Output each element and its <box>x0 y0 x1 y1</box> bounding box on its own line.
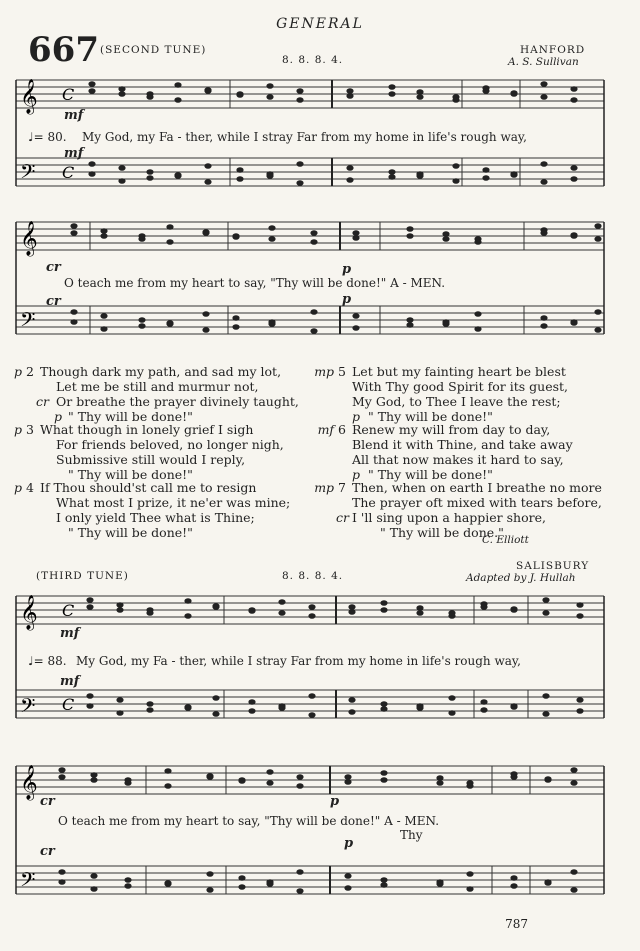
notehead <box>166 239 173 245</box>
verse-6-line-2: Blend it with Thine, and take away <box>352 437 573 452</box>
notehead <box>184 704 191 710</box>
verse-5-mark: mp <box>314 364 335 379</box>
notehead <box>204 163 211 169</box>
notehead <box>542 711 549 717</box>
notehead <box>308 613 315 619</box>
notehead <box>116 607 123 613</box>
notehead <box>344 779 351 785</box>
tune2-cr-bass: cr <box>46 294 61 309</box>
verse-5-line-4-mark: p <box>352 409 361 424</box>
notehead <box>88 161 95 167</box>
notehead <box>232 233 239 239</box>
notehead <box>540 315 547 321</box>
notehead <box>576 697 583 703</box>
notehead <box>268 321 275 327</box>
verse-3-line-1: What though in lonely grief I sigh <box>40 422 254 437</box>
tune2-tempo: ♩= 80. <box>28 130 67 144</box>
svg-text:C: C <box>62 601 75 620</box>
tune3-lyric-line2-alt: Thy <box>400 828 423 842</box>
notehead <box>346 88 353 94</box>
notehead <box>206 871 213 877</box>
verse-6-number: 6 <box>338 422 346 437</box>
notehead <box>346 93 353 99</box>
notehead <box>310 230 317 236</box>
notehead <box>124 883 131 889</box>
verse-7-line-3: I 'll sing upon a happier shore, <box>352 510 546 525</box>
notehead <box>570 767 577 773</box>
notehead <box>146 94 153 100</box>
notehead <box>266 173 273 179</box>
notehead <box>238 884 245 890</box>
notehead <box>448 613 455 619</box>
notehead <box>124 780 131 786</box>
notehead <box>482 175 489 181</box>
notehead <box>100 326 107 332</box>
tune2-name: HANFORD <box>520 44 586 56</box>
notehead <box>442 236 449 242</box>
notehead <box>308 604 315 610</box>
notehead <box>510 607 517 613</box>
notehead <box>482 167 489 173</box>
hymn-number: 667 <box>28 30 99 70</box>
notehead <box>388 91 395 97</box>
notehead <box>570 780 577 786</box>
notehead <box>466 871 473 877</box>
notehead <box>266 769 273 775</box>
tune2-cr-top: cr <box>46 260 61 275</box>
verse-7-line-1: Then, when on earth I breathe no more <box>352 480 602 495</box>
notehead <box>146 169 153 175</box>
svg-text:𝄢: 𝄢 <box>20 694 36 722</box>
notehead <box>116 697 123 703</box>
notehead <box>58 767 65 773</box>
notehead <box>436 780 443 786</box>
notehead <box>116 710 123 716</box>
notehead <box>90 777 97 783</box>
verse-2-line-3: Or breathe the prayer divinely taught, <box>56 394 299 409</box>
notehead <box>436 775 443 781</box>
notehead <box>86 604 93 610</box>
notehead <box>278 599 285 605</box>
notehead <box>70 230 77 236</box>
notehead <box>348 604 355 610</box>
notehead <box>174 172 181 178</box>
page-number: 787 <box>505 917 528 931</box>
verse-3-line-3: Submissive still would I reply, <box>56 452 246 467</box>
notehead <box>540 230 547 236</box>
verse-4-line-3: I only yield Thee what is Thine; <box>56 510 255 525</box>
verse-5-line-1: Let but my fainting heart be blest <box>352 364 566 379</box>
notehead <box>510 172 517 178</box>
verse-6-line-4: " Thy will be done!" <box>368 467 493 482</box>
notehead <box>88 88 95 94</box>
verse-5-line-2: With Thy good Spirit for its guest, <box>352 379 569 394</box>
svg-text:C: C <box>62 695 75 714</box>
notehead <box>166 320 173 326</box>
notehead <box>184 598 191 604</box>
verse-4-line-2: What most I prize, it ne'er was mine; <box>56 495 291 510</box>
notehead <box>380 770 387 776</box>
notehead <box>268 225 275 231</box>
tune3-label: (THIRD TUNE) <box>36 570 129 582</box>
notehead <box>542 610 549 616</box>
notehead <box>380 701 387 707</box>
notehead <box>100 233 107 239</box>
notehead <box>296 888 303 894</box>
notehead <box>118 165 125 171</box>
notehead <box>266 94 273 100</box>
notehead <box>510 875 517 881</box>
notehead <box>138 323 145 329</box>
notehead <box>540 323 547 329</box>
tune2-lyric-line2: O teach me from my heart to say, "Thy will be done!" A - MEN. <box>64 276 446 290</box>
notehead <box>90 772 97 778</box>
notehead <box>416 171 423 177</box>
notehead <box>480 699 487 705</box>
verse-6-line-3: All that now makes it hard to say, <box>352 452 564 467</box>
verse-7-number: 7 <box>338 480 346 495</box>
notehead <box>380 706 387 712</box>
notehead <box>510 883 517 889</box>
notehead <box>232 324 239 330</box>
notehead <box>296 97 303 103</box>
notehead <box>570 97 577 103</box>
notehead <box>352 230 359 236</box>
tune2-composer: A. S. Sullivan <box>508 56 579 68</box>
notehead <box>202 311 209 317</box>
notehead <box>278 705 285 711</box>
notehead <box>576 708 583 714</box>
verse-3-line-2: For friends beloved, no longer nigh, <box>56 437 284 452</box>
tune2-dyn-bass: mf <box>64 146 84 161</box>
notehead <box>452 163 459 169</box>
notehead <box>88 171 95 177</box>
notehead <box>570 165 577 171</box>
tune3-lyric-line1: My God, my Fa - ther, while I stray Far from my home in life's rough way, <box>76 654 521 668</box>
notehead <box>70 319 77 325</box>
notehead <box>380 777 387 783</box>
notehead <box>146 701 153 707</box>
notehead <box>442 319 449 325</box>
notehead <box>202 327 209 333</box>
notehead <box>248 699 255 705</box>
notehead <box>118 86 125 92</box>
svg-text:𝄞: 𝄞 <box>20 765 38 800</box>
notehead <box>296 161 303 167</box>
notehead <box>308 693 315 699</box>
svg-text:𝄞: 𝄞 <box>20 79 38 114</box>
notehead <box>388 84 395 90</box>
notehead <box>268 236 275 242</box>
notehead <box>570 233 577 239</box>
notehead <box>544 880 551 886</box>
notehead <box>510 91 517 97</box>
notehead <box>576 613 583 619</box>
notehead <box>436 879 443 885</box>
notehead <box>380 607 387 613</box>
notehead <box>570 176 577 182</box>
tune3-p-bass: p <box>344 836 354 851</box>
notehead <box>58 879 65 885</box>
svg-text:𝄞: 𝄞 <box>20 221 38 256</box>
notehead <box>416 94 423 100</box>
notehead <box>116 602 123 608</box>
notehead <box>348 697 355 703</box>
tune2-p-top: p <box>342 262 352 277</box>
notehead <box>266 881 273 887</box>
verse-6-mark: mf <box>317 422 335 437</box>
verse-4-number: 4 <box>26 480 34 495</box>
notehead <box>138 317 145 323</box>
tune3-meter: 8. 8. 8. 4. <box>282 570 344 582</box>
verse-2-line-4: " Thy will be done!" <box>68 409 193 424</box>
notehead <box>118 91 125 97</box>
notehead <box>448 695 455 701</box>
tune3-cr-top: cr <box>40 794 55 809</box>
notehead <box>296 88 303 94</box>
svg-text:𝄢: 𝄢 <box>20 308 36 336</box>
verse-3-mark: p <box>14 422 23 437</box>
verse-4-line-4: " Thy will be done!" <box>68 525 193 540</box>
notehead <box>90 873 97 879</box>
tune3-dyn-top: mf <box>60 626 80 641</box>
notehead <box>452 178 459 184</box>
notehead <box>388 169 395 175</box>
notehead <box>442 231 449 237</box>
notehead <box>202 230 209 236</box>
verse-6-line-1: Renew my will from day to day, <box>352 422 551 437</box>
tune3-cr-bass: cr <box>40 844 55 859</box>
svg-text:𝄢: 𝄢 <box>20 868 36 896</box>
notehead <box>576 602 583 608</box>
notehead <box>570 86 577 92</box>
notehead <box>466 783 473 789</box>
notehead <box>310 309 317 315</box>
tune3-lyric-line2: O teach me from my heart to say, "Thy will be done!" A - MEN. <box>58 814 440 828</box>
verse-4-mark: p <box>14 480 23 495</box>
verse-7-line-3-mark: cr <box>336 510 349 525</box>
verse-7-line-2: The prayer oft mixed with tears before, <box>352 495 602 510</box>
notehead <box>174 82 181 88</box>
notehead <box>344 774 351 780</box>
notehead <box>296 869 303 875</box>
notehead <box>90 886 97 892</box>
verse-6-line-4-mark: p <box>352 467 361 482</box>
notehead <box>88 81 95 87</box>
notehead <box>594 309 601 315</box>
notehead <box>164 768 171 774</box>
notehead <box>346 177 353 183</box>
section-title: GENERAL <box>276 16 364 32</box>
notehead <box>542 597 549 603</box>
notehead <box>138 236 145 242</box>
verse-7-mark: mp <box>314 480 335 495</box>
notehead <box>248 607 255 613</box>
notehead <box>540 179 547 185</box>
notehead <box>346 165 353 171</box>
notehead <box>474 326 481 332</box>
notehead <box>164 783 171 789</box>
notehead <box>212 711 219 717</box>
svg-text:C: C <box>62 163 75 182</box>
notehead <box>212 695 219 701</box>
notehead <box>452 97 459 103</box>
notehead <box>296 180 303 186</box>
verse-4-line-1: If Thou should'st call me to resign <box>40 480 257 495</box>
notehead <box>544 777 551 783</box>
verse-2-mark: p <box>14 364 23 379</box>
notehead <box>352 313 359 319</box>
notehead <box>406 233 413 239</box>
tune2-meter: 8. 8. 8. 4. <box>282 54 344 66</box>
notehead <box>310 328 317 334</box>
notehead <box>278 610 285 616</box>
notehead <box>594 327 601 333</box>
notehead <box>146 610 153 616</box>
verse-2-line-1: Though dark my path, and sad my lot, <box>40 364 282 379</box>
notehead <box>206 774 213 780</box>
notehead <box>482 88 489 94</box>
notehead <box>448 710 455 716</box>
notehead <box>296 783 303 789</box>
verse-author: C. Elliott <box>482 534 529 546</box>
notehead <box>212 604 219 610</box>
notehead <box>474 311 481 317</box>
notehead <box>184 613 191 619</box>
tune2-label: (SECOND TUNE) <box>100 44 207 56</box>
notehead <box>406 226 413 232</box>
tune2-p-bass: p <box>342 292 352 307</box>
notehead <box>236 176 243 182</box>
notehead <box>542 693 549 699</box>
notehead <box>86 703 93 709</box>
notehead <box>480 604 487 610</box>
notehead <box>164 880 171 886</box>
notehead <box>416 610 423 616</box>
notehead <box>594 223 601 229</box>
notehead <box>266 83 273 89</box>
notehead <box>146 175 153 181</box>
notehead <box>406 322 413 328</box>
notehead <box>480 707 487 713</box>
verse-5-number: 5 <box>338 364 346 379</box>
tune3-name: SALISBURY <box>516 560 590 572</box>
notehead <box>204 179 211 185</box>
notehead <box>86 693 93 699</box>
tune2-lyric-line1: My God, my Fa - ther, while I stray Far from my home in life's rough way, <box>82 130 527 144</box>
notehead <box>388 174 395 180</box>
notehead <box>100 228 107 234</box>
tune3-dyn-bass: mf <box>60 674 80 689</box>
verse-3-line-4: " Thy will be done!" <box>68 467 193 482</box>
notehead <box>416 703 423 709</box>
notehead <box>570 320 577 326</box>
svg-text:𝄞: 𝄞 <box>20 595 38 630</box>
notehead <box>466 886 473 892</box>
tune3-composer: Adapted by J. Hullah <box>466 572 576 584</box>
verse-2-line-4-mark: p <box>54 409 63 424</box>
notehead <box>474 239 481 245</box>
svg-text:C: C <box>62 85 75 104</box>
notehead <box>118 178 125 184</box>
notehead <box>540 161 547 167</box>
notehead <box>296 774 303 780</box>
notehead <box>510 774 517 780</box>
notehead <box>344 885 351 891</box>
notehead <box>570 887 577 893</box>
notehead <box>58 869 65 875</box>
notehead <box>352 235 359 241</box>
notehead <box>174 97 181 103</box>
notehead <box>238 777 245 783</box>
notehead <box>570 869 577 875</box>
notehead <box>510 704 517 710</box>
tune3-tempo: ♩= 88. <box>28 654 67 668</box>
notehead <box>70 309 77 315</box>
verse-2-number: 2 <box>26 364 34 379</box>
notehead <box>348 609 355 615</box>
verse-2-line-3-mark: cr <box>36 394 49 409</box>
notehead <box>540 94 547 100</box>
notehead <box>248 708 255 714</box>
notehead <box>204 88 211 94</box>
notehead <box>380 600 387 606</box>
notehead <box>236 167 243 173</box>
verse-5-line-3: My God, to Thee I leave the rest; <box>352 394 561 409</box>
notehead <box>238 875 245 881</box>
notehead <box>308 712 315 718</box>
verse-5-line-4: " Thy will be done!" <box>368 409 493 424</box>
notehead <box>540 81 547 87</box>
notehead <box>406 317 413 323</box>
notehead <box>344 873 351 879</box>
notehead <box>266 780 273 786</box>
notehead <box>70 223 77 229</box>
svg-text:𝄢: 𝄢 <box>20 160 36 188</box>
verse-7-line-4: " Thy will be done." <box>380 525 504 540</box>
tune2-dyn-top: mf <box>64 108 84 123</box>
tune3-p-top: p <box>330 794 340 809</box>
notehead <box>232 315 239 321</box>
notehead <box>206 887 213 893</box>
verse-2-line-2: Let me be still and murmur not, <box>56 379 259 394</box>
notehead <box>594 236 601 242</box>
notehead <box>146 707 153 713</box>
verse-3-number: 3 <box>26 422 34 437</box>
notehead <box>124 877 131 883</box>
notehead <box>380 882 387 888</box>
notehead <box>348 709 355 715</box>
notehead <box>166 224 173 230</box>
notehead <box>352 325 359 331</box>
notehead <box>416 89 423 95</box>
notehead <box>416 605 423 611</box>
notehead <box>58 774 65 780</box>
notehead <box>86 597 93 603</box>
notehead <box>310 239 317 245</box>
notehead <box>236 91 243 97</box>
notehead <box>100 313 107 319</box>
notehead <box>380 877 387 883</box>
